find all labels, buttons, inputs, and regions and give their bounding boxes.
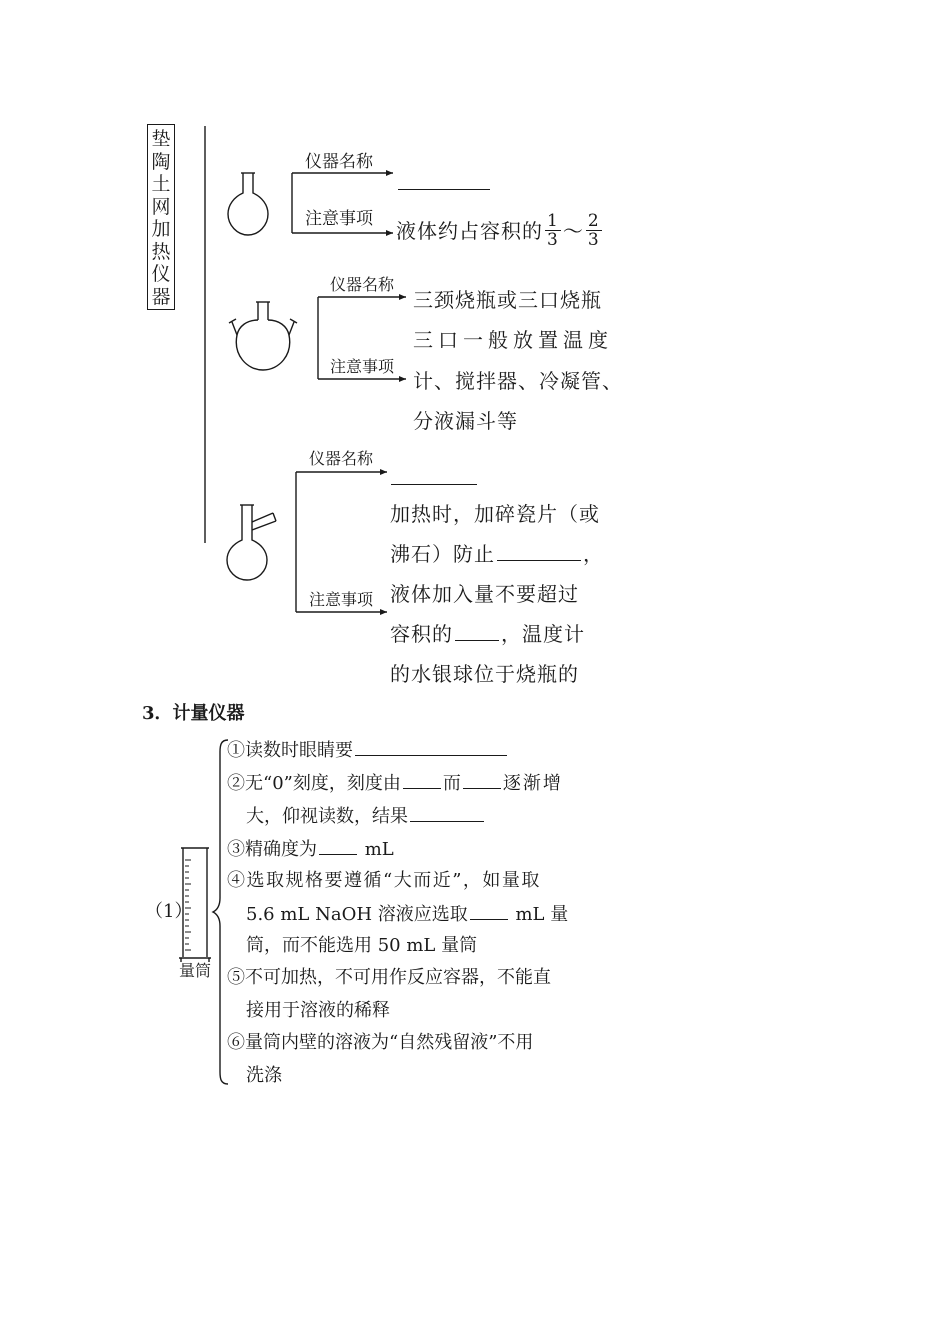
- rule-6-line2: 洗涤: [246, 1065, 282, 1086]
- rule-2-blank-3: [410, 803, 484, 822]
- flask3-line2-comma: ，: [583, 542, 604, 566]
- fraction-two-thirds: [586, 212, 602, 249]
- rule-3-text: ③精确度为: [227, 839, 317, 860]
- rule-2-line2: [246, 803, 486, 829]
- rule-6-line1: ⑥量筒内壁的溶液为“自然残留液”不用: [227, 1032, 534, 1053]
- flask2-name-label: 仪器名称: [330, 275, 395, 294]
- rule-1-text: ①读数时眼睛要: [227, 740, 353, 761]
- frac2-denominator: 3: [587, 230, 600, 250]
- flask3-note-label: 注意事项: [309, 590, 374, 609]
- rule-2-blank-1: [403, 770, 441, 789]
- three-neck-flask-icon: [229, 302, 297, 370]
- flask1-name-blank: [398, 189, 490, 190]
- frac2-numerator: 2: [587, 211, 600, 231]
- flask2-note-line1: 三口一般放置温度: [413, 328, 613, 352]
- frac1-denominator: 3: [547, 230, 559, 250]
- item-number: （1）: [145, 901, 193, 922]
- flask1-note-label: 注意事项: [305, 209, 373, 229]
- flask3-note-line4: [390, 621, 585, 647]
- flask3-name-blank: [391, 484, 477, 485]
- rules-curly-brace: [213, 740, 228, 1084]
- flask3-name-label: 仪器名称: [309, 449, 374, 468]
- rule-2-line1: [227, 770, 563, 796]
- flask1-note: [396, 212, 604, 249]
- flask3-note-line2: [390, 541, 604, 567]
- flask3-note-line5: 的水银球位于烧瓶的: [390, 662, 579, 686]
- section-heading: [142, 699, 245, 725]
- rule-2-text-a: ②无“0”刻度，刻度由: [227, 773, 401, 794]
- flask1-name-label: 仪器名称: [305, 152, 373, 172]
- rule-1: [227, 737, 509, 763]
- rule-2-text-b: 而: [442, 773, 461, 794]
- flask2-note-line2: 计、搅拌器、冷凝管、: [413, 369, 623, 393]
- flask3-line4-rest: ，温度计: [501, 622, 585, 646]
- flask1-note-text: 液体约占容积的: [396, 218, 543, 243]
- flask3-line2-text: 沸石）防止: [390, 542, 495, 566]
- flask2-note-line3: 分液漏斗等: [413, 409, 518, 433]
- rule-4-blank: [470, 901, 508, 920]
- rule-5-line1: ⑤不可加热，不可用作反应容器，不能直: [227, 967, 551, 988]
- heating-vertical-label: 垫陶土网加热仪器: [147, 124, 175, 310]
- rule-2-text-d: 大，仰视读数，结果: [246, 806, 408, 827]
- flask2-name-text: 三颈烧瓶或三口烧瓶: [413, 288, 602, 312]
- rule-2-text-c: 逐渐增: [502, 773, 563, 794]
- frac1-numerator: 1: [547, 211, 559, 231]
- rule-4-line3: 筒，而不能选用 50 mL 量筒: [246, 935, 478, 956]
- rule-1-blank: [355, 737, 507, 756]
- section-heading-text: 计量仪器: [172, 703, 245, 724]
- rule-4-line1: ④选取规格要遵循“大而近”，如量取: [227, 870, 541, 891]
- rule-2-blank-2: [463, 770, 501, 789]
- cylinder-label: 量筒: [179, 961, 212, 980]
- rule-3-blank: [319, 836, 357, 855]
- rule-4-text-b: 5.6 mL NaOH 溶液应选取: [246, 904, 468, 925]
- flask3-note-line3: 液体加入量不要超过: [390, 582, 579, 606]
- tilde-symbol: ～: [562, 218, 584, 243]
- distillation-flask-icon: [227, 505, 276, 580]
- rule-3-unit: mL: [364, 839, 394, 860]
- flask3-note-line1: 加热时，加碎瓷片（或: [390, 502, 600, 526]
- flask3-line4-text: 容积的: [390, 622, 453, 646]
- flask3-blank-volume: [455, 622, 499, 641]
- section-heading-number: 3．: [142, 703, 173, 724]
- rule-4-line2: [246, 901, 568, 927]
- flask3-blank-prevent: [497, 542, 581, 561]
- flask2-note-label: 注意事项: [330, 357, 395, 376]
- round-bottom-flask-icon: [228, 173, 268, 235]
- rule-4-text-c: mL 量: [515, 904, 569, 925]
- rule-5-line2: 接用于溶液的稀释: [246, 1000, 390, 1021]
- fraction-one-third: [545, 212, 561, 249]
- rule-3: [227, 836, 394, 862]
